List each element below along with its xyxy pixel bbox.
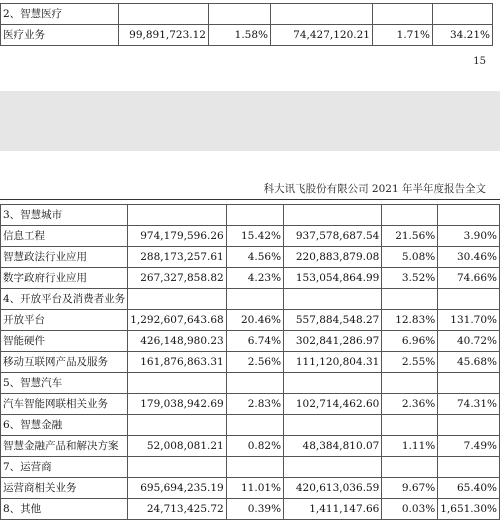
table-row xyxy=(1,436,500,457)
yoy-change-cell: 74.66% xyxy=(438,268,500,289)
revenue-prior-cell: 111,120,804.31 xyxy=(284,352,382,373)
row-label: 运营商相关业务 xyxy=(1,478,128,499)
section-label: 4、开放平台及消费者业务 xyxy=(1,289,128,310)
empty-cell xyxy=(226,289,283,310)
revenue-current-cell: 1,292,607,643.68 xyxy=(128,310,227,331)
revenue-share-current-cell: 4.56% xyxy=(226,247,283,268)
revenue-current-cell: 695,694,235.19 xyxy=(128,478,227,499)
revenue-share-prior-cell: 9.67% xyxy=(382,478,438,499)
empty-cell xyxy=(226,457,283,478)
empty-cell xyxy=(438,457,500,478)
empty-cell xyxy=(438,415,500,436)
revenue-current-cell: 99,891,723.12 xyxy=(119,25,209,46)
yoy-change-cell: 131.70% xyxy=(438,310,500,331)
empty-cell xyxy=(271,4,373,25)
empty-cell xyxy=(284,415,382,436)
revenue-share-current-cell: 15.42% xyxy=(226,226,283,247)
revenue-table-top xyxy=(0,3,493,46)
table-row xyxy=(1,25,493,46)
yoy-change-cell: 34.21% xyxy=(433,25,493,46)
yoy-change-cell: 40.72% xyxy=(438,331,500,352)
empty-cell xyxy=(438,373,500,394)
yoy-change-cell: 65.40% xyxy=(438,478,500,499)
revenue-share-current-cell: 20.46% xyxy=(226,310,283,331)
revenue-share-prior-cell: 1.71% xyxy=(373,25,433,46)
revenue-share-prior-cell: 2.36% xyxy=(382,394,438,415)
revenue-current-cell: 179,038,942.69 xyxy=(128,394,227,415)
row-label: 智能硬件 xyxy=(1,331,128,352)
empty-cell xyxy=(284,457,382,478)
empty-cell xyxy=(128,373,227,394)
revenue-current-cell: 24,713,425.72 xyxy=(128,499,227,520)
empty-cell xyxy=(382,457,438,478)
empty-cell xyxy=(128,457,227,478)
revenue-share-prior-cell: 2.55% xyxy=(382,352,438,373)
revenue-prior-cell: 48,384,810.07 xyxy=(284,436,382,457)
table-row xyxy=(1,247,500,268)
revenue-share-prior-cell: 12.83% xyxy=(382,310,438,331)
row-label: 智慧政法行业应用 xyxy=(1,247,128,268)
row-label: 开放平台 xyxy=(1,310,128,331)
table-row xyxy=(1,331,500,352)
table-row xyxy=(1,352,500,373)
table-row xyxy=(1,226,500,247)
revenue-share-current-cell: 0.82% xyxy=(226,436,283,457)
revenue-share-prior-cell: 1.11% xyxy=(382,436,438,457)
revenue-share-current-cell: 1.58% xyxy=(209,25,271,46)
revenue-share-current-cell: 2.83% xyxy=(226,394,283,415)
revenue-share-current-cell: 0.39% xyxy=(226,499,283,520)
empty-cell xyxy=(128,415,227,436)
empty-cell xyxy=(226,415,283,436)
yoy-change-cell: 7.49% xyxy=(438,436,500,457)
empty-cell xyxy=(226,205,283,226)
empty-cell xyxy=(209,4,271,25)
table-row xyxy=(1,310,500,331)
revenue-prior-cell: 557,884,548.27 xyxy=(284,310,382,331)
yoy-change-cell: 1,651.30% xyxy=(438,499,500,520)
row-label: 信息工程 xyxy=(1,226,128,247)
empty-cell xyxy=(438,205,500,226)
revenue-share-prior-cell: 21.56% xyxy=(382,226,438,247)
table-row xyxy=(1,478,500,499)
section-label: 6、智慧金融 xyxy=(1,415,128,436)
revenue-current-cell: 267,327,858.82 xyxy=(128,268,227,289)
table-section-row xyxy=(1,289,500,310)
yoy-change-cell: 3.90% xyxy=(438,226,500,247)
row-label: 智慧金融产品和解决方案 xyxy=(1,436,128,457)
empty-cell xyxy=(382,205,438,226)
section-label: 2、智慧医疗 xyxy=(1,4,119,25)
empty-cell xyxy=(438,289,500,310)
row-label: 医疗业务 xyxy=(1,25,119,46)
revenue-prior-cell: 937,578,687.54 xyxy=(284,226,382,247)
table-body-top xyxy=(1,4,493,46)
empty-cell xyxy=(382,289,438,310)
table-row xyxy=(1,394,500,415)
table-section-row xyxy=(1,457,500,478)
revenue-prior-cell: 74,427,120.21 xyxy=(271,25,373,46)
revenue-current-cell: 161,876,863.31 xyxy=(128,352,227,373)
row-label: 8、其他 xyxy=(1,499,128,520)
revenue-share-current-cell: 4.23% xyxy=(226,268,283,289)
revenue-share-prior-cell: 3.52% xyxy=(382,268,438,289)
empty-cell xyxy=(284,373,382,394)
row-label: 数字政府行业应用 xyxy=(1,268,128,289)
empty-cell xyxy=(284,205,382,226)
empty-cell xyxy=(433,4,493,25)
revenue-share-current-cell: 6.74% xyxy=(226,331,283,352)
table-section-row xyxy=(1,373,500,394)
report-header-title: 科大讯飞股份有限公司 2021 年半年度报告全文 xyxy=(263,183,486,195)
revenue-prior-cell: 102,714,462.60 xyxy=(284,394,382,415)
table-body-bottom xyxy=(1,205,500,520)
section-label: 3、智慧城市 xyxy=(1,205,128,226)
revenue-share-current-cell: 11.01% xyxy=(226,478,283,499)
table-section-row xyxy=(1,4,493,25)
yoy-change-cell: 30.46% xyxy=(438,247,500,268)
revenue-share-prior-cell: 0.03% xyxy=(382,499,438,520)
table-section-row xyxy=(1,205,500,226)
revenue-current-cell: 288,173,257.61 xyxy=(128,247,227,268)
empty-cell xyxy=(119,4,209,25)
yoy-change-cell: 45.68% xyxy=(438,352,500,373)
empty-cell xyxy=(128,205,227,226)
revenue-prior-cell: 1,411,147.66 xyxy=(284,499,382,520)
revenue-share-current-cell: 2.56% xyxy=(226,352,283,373)
page-top xyxy=(0,0,500,91)
revenue-table-bottom xyxy=(0,204,500,520)
section-label: 5、智慧汽车 xyxy=(1,373,128,394)
header-rule xyxy=(0,199,500,200)
revenue-prior-cell: 220,883,879.08 xyxy=(284,247,382,268)
table-row xyxy=(1,499,500,520)
revenue-current-cell: 974,179,596.26 xyxy=(128,226,227,247)
page-bottom xyxy=(0,151,500,515)
empty-cell xyxy=(128,289,227,310)
revenue-prior-cell: 302,841,286.97 xyxy=(284,331,382,352)
table-section-row xyxy=(1,415,500,436)
section-label: 7、运营商 xyxy=(1,457,128,478)
revenue-share-prior-cell: 6.96% xyxy=(382,331,438,352)
empty-cell xyxy=(382,373,438,394)
row-label: 汽车智能网联相关业务 xyxy=(1,394,128,415)
empty-cell xyxy=(226,373,283,394)
yoy-change-cell: 74.31% xyxy=(438,394,500,415)
empty-cell xyxy=(373,4,433,25)
table-row xyxy=(1,268,500,289)
revenue-current-cell: 52,008,081.21 xyxy=(128,436,227,457)
revenue-prior-cell: 153,054,864.99 xyxy=(284,268,382,289)
revenue-share-prior-cell: 5.08% xyxy=(382,247,438,268)
page-number: 15 xyxy=(473,56,486,67)
revenue-prior-cell: 420,613,036.59 xyxy=(284,478,382,499)
row-label: 移动互联网产品及服务 xyxy=(1,352,128,373)
empty-cell xyxy=(284,289,382,310)
revenue-current-cell: 426,148,980.23 xyxy=(128,331,227,352)
page-gap xyxy=(0,91,500,151)
empty-cell xyxy=(382,415,438,436)
